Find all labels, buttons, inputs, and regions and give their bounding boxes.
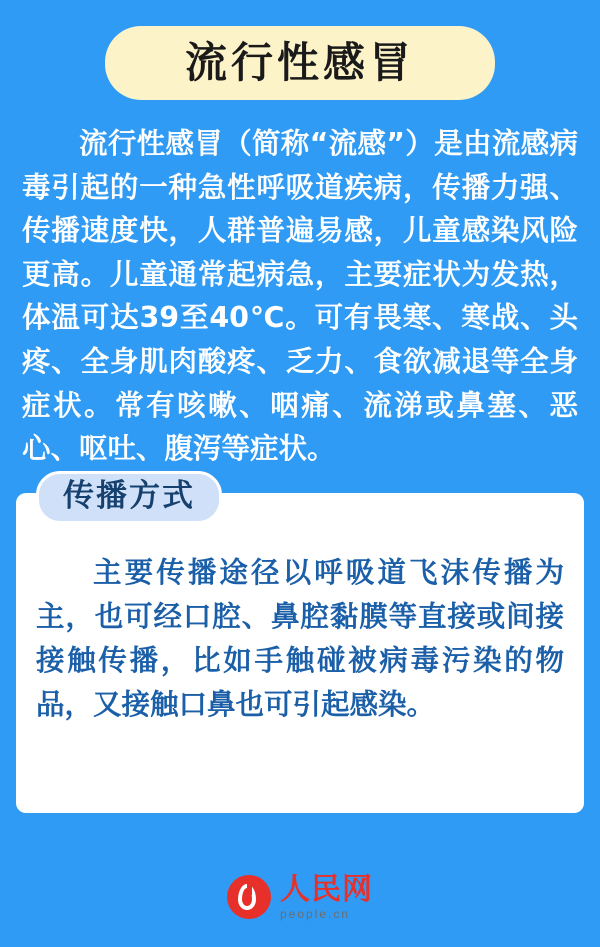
logo-cn-text: 人民网 (280, 871, 373, 907)
intro-paragraph: 流行性感冒（简称“流感”）是由流感病毒引起的一种急性呼吸道疾病，传播力强、传播速度快，人群普遍易感，儿童感染风险更高。儿童通常起病急，主要症状为发热，体温可达39至40℃。可有畏寒、寒战、头疼、全身肌肉酸疼、乏力、食欲减退等全身症状。常有咳嗽、咽痛、流涕或鼻塞、恶心、呕吐、腹泻等症状。 (22, 127, 578, 466)
section-tag-label: 传播方式 (63, 477, 195, 514)
section-card-transmission (16, 477, 584, 813)
title-section (0, 0, 600, 100)
title-banner (105, 26, 495, 100)
logo-texts (280, 871, 373, 922)
section-tag (36, 471, 222, 524)
logo-group (227, 871, 373, 922)
footer (0, 871, 600, 922)
section-body-text: 主要传播途径以呼吸道飞沫传播为主，也可经口腔、鼻腔黏膜等直接或间接接触传播，比如手触碰被病毒污染的物品，又接触口鼻也可引起感染。 (36, 555, 564, 722)
page-title: 流行性感冒 (184, 38, 415, 87)
people-cn-logo-icon (227, 875, 271, 919)
logo-en-text: people.cn (280, 907, 351, 921)
